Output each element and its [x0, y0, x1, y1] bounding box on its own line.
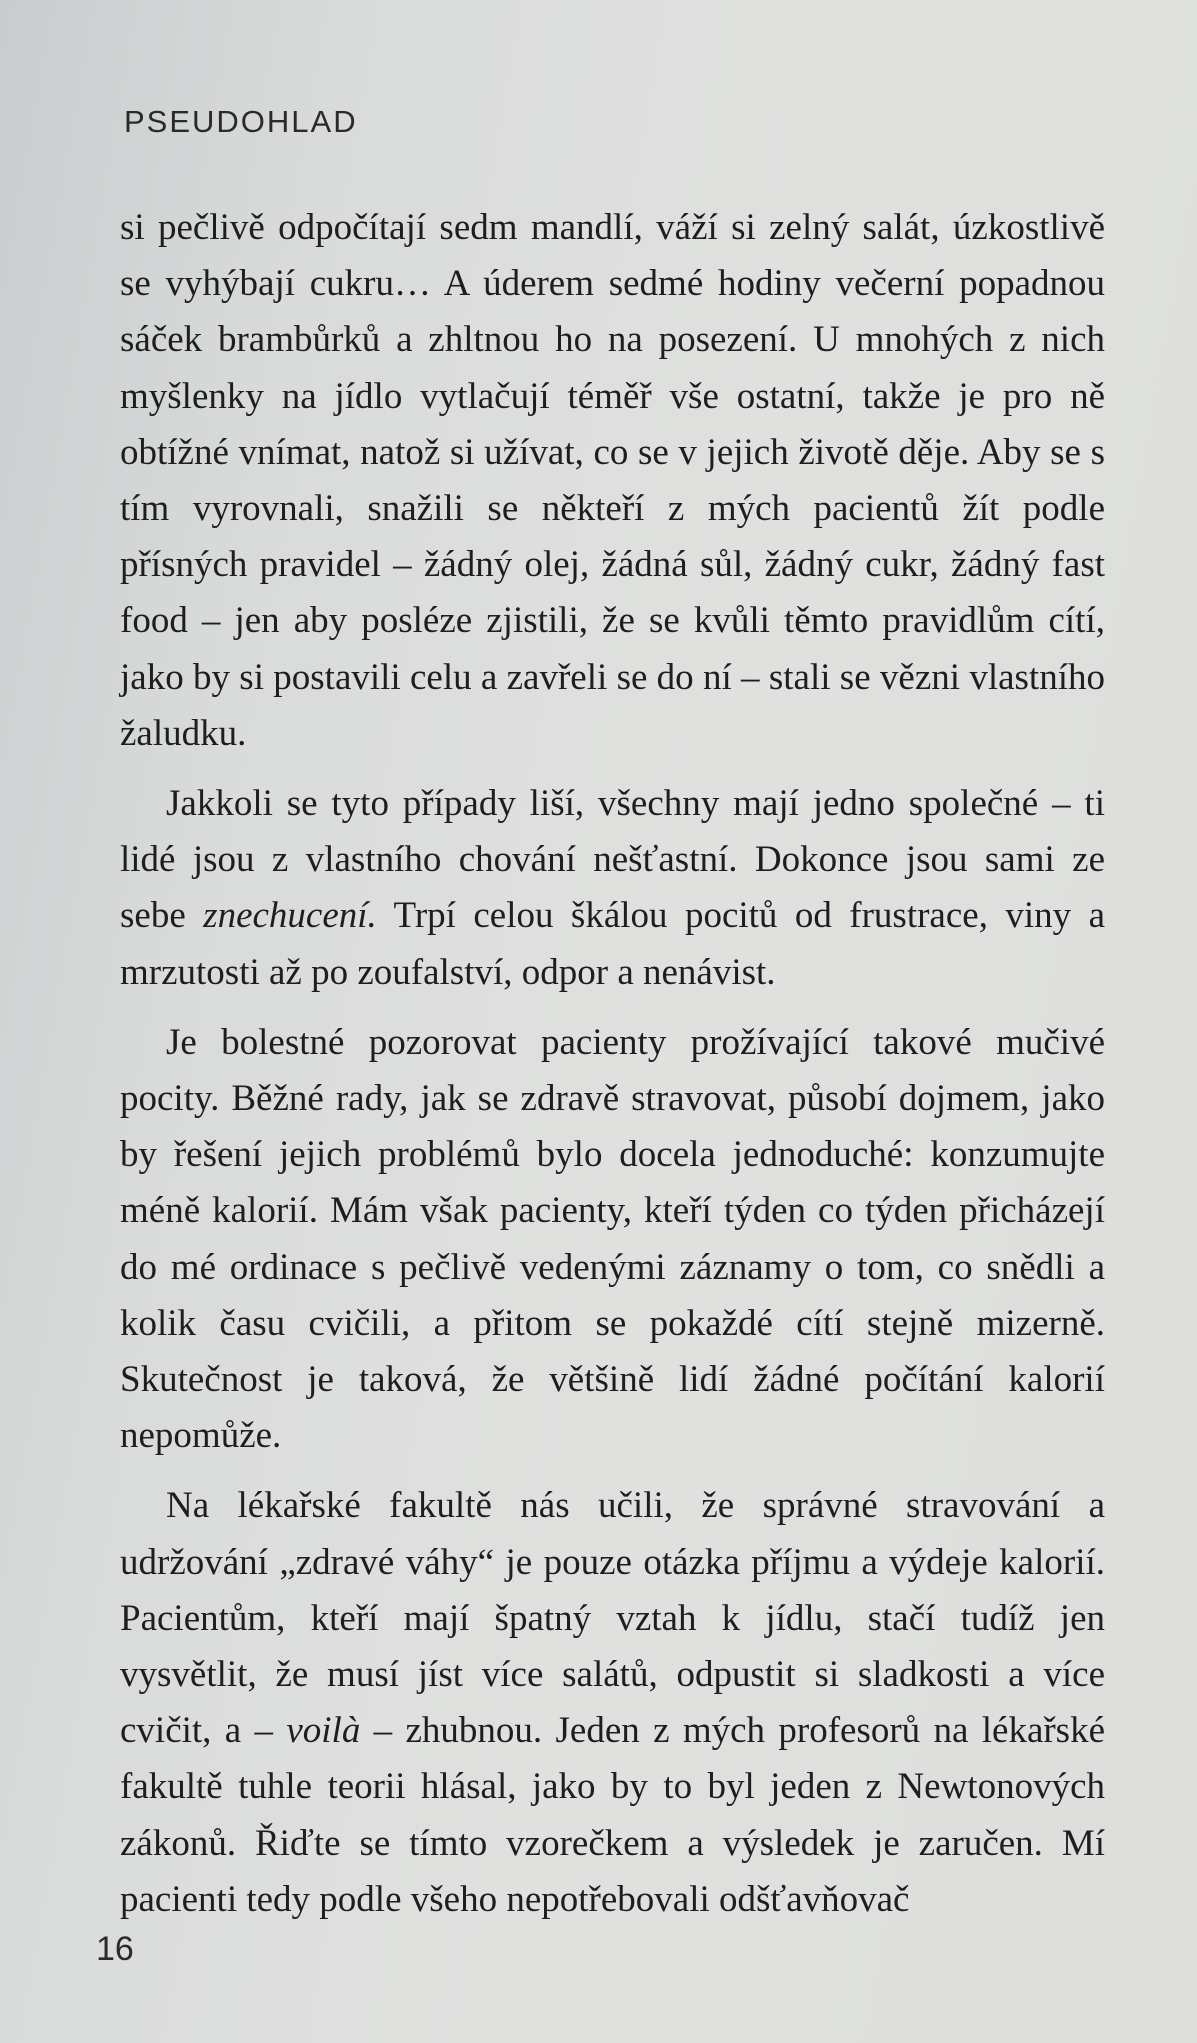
- page-number: 16: [96, 1930, 134, 1968]
- paragraph-3: Je bolestné pozorovat pacienty prožívající takové mučivé pocity. Běžné rady, jak se zdravě stravovat, působí dojmem, jako by řešení jejich problémů bylo docela jednoduché: konzumujte méně kalorií. Mám však pacienty, kteří týden co týden přicházejí do mé ordinace s pečlivě vedenými záznamy o tom, co snědli a kolik času cvičili, a přitom se pokaždé cítí stejně mizerně. Skutečnost je taková, že většině lidí žádné počítání kalorií nepomůže.: [120, 1021, 1105, 1457]
- paragraph-4: [120, 1478, 1105, 1928]
- paragraph-2-text: Jakkoli se tyto případy liší, všechny mají jedno společné – ti lidé jsou z vlastního chování nešťastní. Dokonce jsou sami ze sebe: [120, 783, 1105, 937]
- paragraph-1: si pečlivě odpočítají sedm mandlí, váží si zelný salát, úzkostlivě se vyhýbají cukru… A úderem sedmé hodiny večerní popadnou sáček brambůrků a zhltnou ho na posezení. U mnohých z nich myšlenky na jídlo vytlačují téměř vše ostatní, takže je pro ně obtížné vnímat, natož si užívat, co se v jejich životě děje. Aby se s tím vyrovnali, snažili se někteří z mých pacientů žít podle přísných pravidel – žádný olej, žádná sůl, žádný cukr, žádný fast food – jen aby posléze zjistili, že se kvůli těmto pravidlům cítí, jako by si postavili celu a zavřeli se do ní – stali se vězni vlastního žaludku.: [120, 207, 1105, 754]
- paragraph-2: [120, 776, 1105, 1001]
- running-head: PSEUDOHLAD: [124, 104, 358, 139]
- paragraph-4-text-end: – zhubnou. Jeden z mých profesorů na lékařské fakultě tuhle teorii hlásal, jako by to byl jeden z Newtonových zákonů. Řiďte se tímto vzorečkem a výsledek je zaručen. Mí pacienti tedy podle všeho nepotřebovali odšťavňovač: [120, 1710, 1106, 1920]
- paragraph-2-italic: znechucení.: [203, 895, 377, 937]
- paragraph-2-text-end: Trpí celou škálou pocitů od frustrace, viny a mrzutosti až po zoufalství, odpor a nenávist.: [120, 895, 1105, 993]
- paragraph-4-text: Na lékařské fakultě nás učili, že správné stravování a udržování „zdravé váhy“ je pouze otázka příjmu a výdeje kalorií. Pacientům, kteří mají špatný vztah k jídlu, stačí tudíž jen vysvětlit, že musí jíst více salátů, odpustit si sladkosti a více cvičit, a –: [120, 1485, 1105, 1752]
- paragraph-4-italic: voilà: [286, 1710, 361, 1752]
- body-text: [120, 200, 1105, 1928]
